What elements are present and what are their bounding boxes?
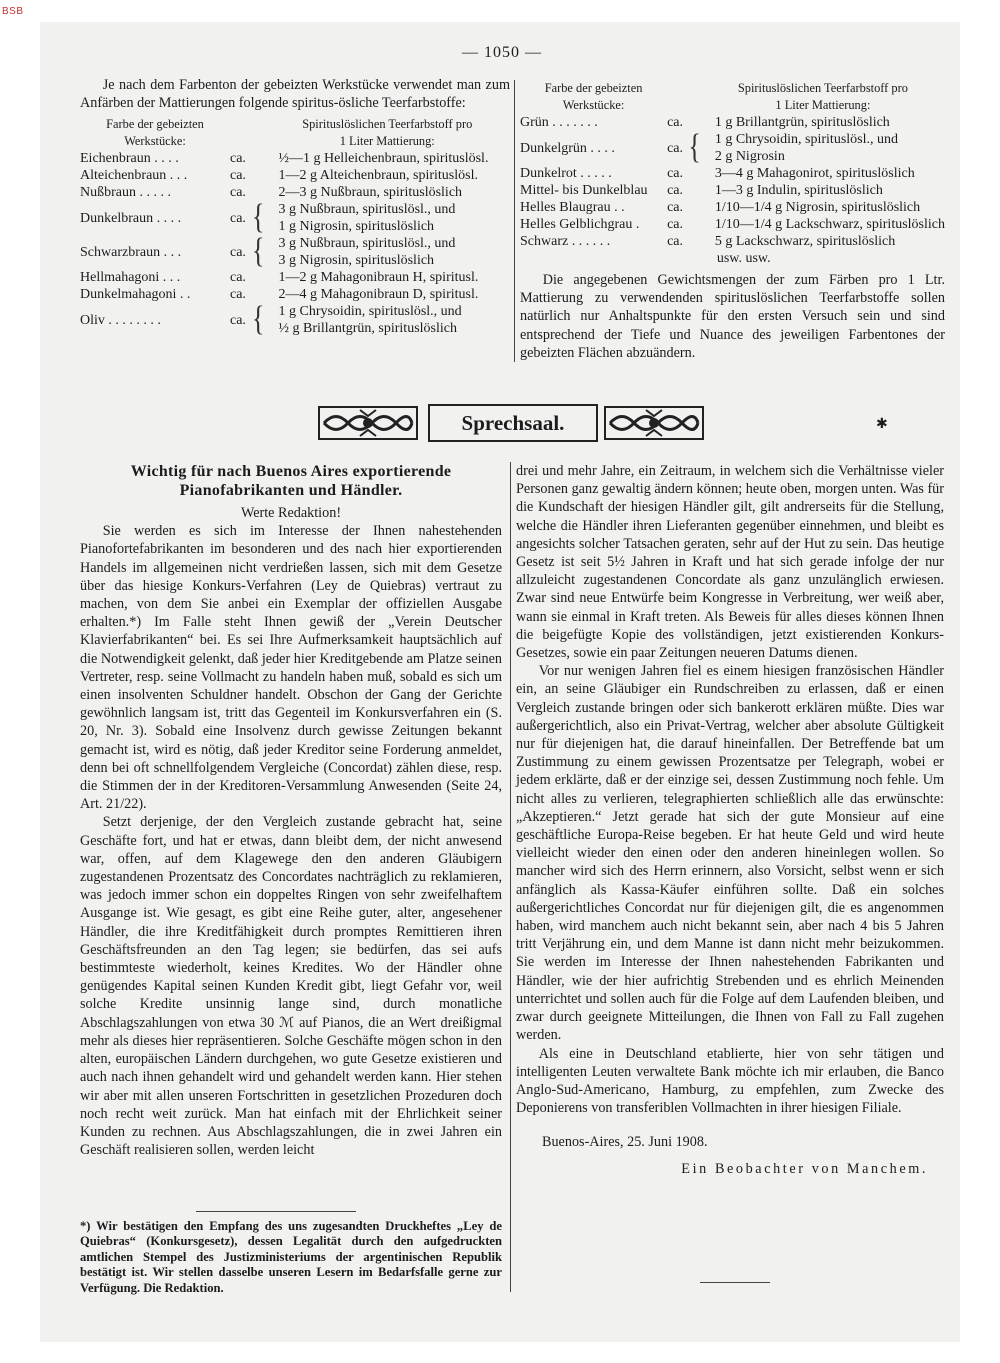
table-row <box>80 269 510 286</box>
dye-line: 1/10—1/4 g Lackschwarz, spirituslöslich <box>714 217 945 232</box>
dye-line: 2—4 g Mahagonibraun D, spiritusl. <box>278 287 479 303</box>
color-name: Schwarz . . . . . . <box>520 234 611 249</box>
table-row <box>520 233 945 250</box>
table-row <box>80 303 510 337</box>
approx-label: ca. <box>230 244 246 260</box>
approx-label: ca. <box>667 217 684 232</box>
brace-cell <box>252 230 265 270</box>
approx-label: ca. <box>667 183 684 198</box>
approx-label: ca. <box>230 151 246 167</box>
approx-label: ca. <box>667 166 684 181</box>
dye-cell <box>701 165 945 182</box>
ornament-left-icon <box>318 402 418 444</box>
header-color: Farbe der gebeizten Werkstücke: <box>106 117 204 149</box>
brace-cell <box>688 182 701 199</box>
dye-cell <box>264 184 510 201</box>
dye-cell <box>264 269 510 286</box>
brace-cell <box>252 298 265 338</box>
dye-line: 1 g Brillantgrün, spirituslöslich <box>714 115 890 130</box>
signature: Ein Beobachter von Manchem. <box>681 1160 928 1177</box>
brace-cell <box>688 126 701 166</box>
article-paragraph: Sie werden es sich im Interesse der Ihnen nahestehenden Pianofortefabrikanten im besonderen und des nach hier exportierenden Handels im allgemeinen nicht verdrießen lassen, sich mit dem Gesetze über das hiesige Konkurs-Verfahren (Ley de Quiebras) vertraut zu machen, von dem Sie anbei ein Exemplar der offiziellen Ausgabe erhalten.*) Im Falle steht Ihnen gewiß der „Verein Deutscher Klavierfabrikanten“ bei. Es sei Ihre Aufmerksamkeit hauptsächlich auf die Notwendigkeit gelenkt, daß jeder hier Kreditgebende am Platze seinen Vertreter, resp. seine Vollmacht zu handeln haben muß, sobald es sich um einen insolventen Schuldner handelt. Obschon der Gang der Gerichte gewöhnlich langsam ist, tritt das Gegenteil im Konkursverfahren ein (S. 20, Nr. 3). Sobald eine Insolvenz durch gewisse Zeitungen bekannt gemacht ist, wird es nötig, daß jeder Kreditor seine Forderung anmeldet, denn bei oft schnellfolgendem Vergleiche (Concordat) zählen diese, resp. die Stimmen der in der Kreditoren-Versammlung Anwesenden (Seite 24, Art. 21/22). <box>80 523 502 813</box>
article-paragraph: Setzt derjenige, der den Vergleich zustande gebracht hat, seine Geschäfte fort, und hat er etwas, dann bleibt dem, der nicht anwesend war, offen, auf dem Klagewege den den anderen Gläubigern zugestandenen Prozentsatz des Concordates nachträglich zu reklamieren, was jedoch immer schon ein doppeltes Ringen von sehr zweifelhaftem Ausgange ist. Wie gesagt, es gibt eine Reihe guter, alter, angesehener Händler, die ihre Kreditfähigkeit durch promptes Remittieren ihren Geschäftsfreunden an den Tag legen; sie bedürfen, das sei aufs bestimmteste wiederholt, keines Kredites. Wo der Händler ohne genügendes Kapital seinen Kunden Kredit gibt, liegt Gefahr vor, weil solche Kredite unsinnig lange sind, durch monatliche Abschlagszahlungen von etwa 30 ℳ auf Pianos, die an Wert dreißigmal mehr als dieses hier repräsentieren. Solche Geschäfte mögen schon in den alten, europäischen Ländern durchgehen, wo gute Gesetze existieren und auch nach ihnen gehandelt wird und gehandelt werden kann. Hier stehen wir aber mit allen unseren Fortschritten in gesetzlichen Prozeduren doch noch recht weit zurück. Man hat einfach mit der Ehrlichkeit seiner Kunden zu rechnen. Aus Abschlagszahlungen, die in zwei Jahren ein Geschäft realisieren sollen, werden leicht <box>80 814 502 1159</box>
color-name: Dunkelgrün . . . . <box>520 140 615 156</box>
color-name: Dunkelmahagoni . . <box>80 287 191 303</box>
approx-label: ca. <box>230 185 246 201</box>
approx-label: ca. <box>667 200 684 215</box>
dye-cell <box>701 182 945 199</box>
approx-label: ca. <box>230 287 246 303</box>
right-rows <box>520 114 945 250</box>
article-paragraph: Vor nur wenigen Jahren fiel es einem hiesigen französischen Händler ein, an seine Gläubiger ein Rundschreiben zu erlassen, daß er einen Vergleich zustande bringen oder sich bankerott erklären müßte. Dies war außergerichtlich, also ein Privat-Vertrag, welcher aber absolute Gültigkeit nur für diejenigen hat, die darauf hineinfallen. Der Betreffende bat um Zustimmung zu einem gewissen Prozentsatze per Telegraph, wobei er jedem erklärte, daß er der einzige sei, dessen Zustimmung noch fehle. Um nicht alles zu verlieren, telegraphierten schließlich alle das erwünschte: „Akzeptieren.“ Jetzt gerade hat sich der gute Monsieur auf eine geschäftliche Europa-Reise begeben. Er hat heute Geld und wird heute vielleicht wieder den einen oder den anderen hineinlegen wollen. So mancher wird sich des Herrn erinnern, also Vorsicht, selbst wenn er sich anfänglich als Kassa-Käufer einführen sollte. Daß ein solches außergerichtliches Concordat nur für diejenigen gilt, die es angenommen haben, wird manchem auch nicht bekannt sein, aber nach 4 bis 5 Jahren tritt Verjährung ein, und dem Manne ist dann nicht mehr beizukommen. Sie werden im Interesse der Ihnen nahestehenden Fabrikanten und Händler, wie der hier aufrichtig Strebenden und es ehrlich Meinenden unterrichtet und sollen auch für die Folge auf dem Laufenden bleiben, und zwar durch geeignete Mitteilungen, die Ihnen von Fall zu Fall zugehen werden. <box>516 663 944 1044</box>
star-ornament-icon: ✱ <box>876 417 888 432</box>
table-row <box>80 167 510 184</box>
section-title: Sprechsaal. <box>428 404 598 442</box>
brace-cell <box>688 165 701 182</box>
color-name: Schwarzbraun . . . <box>80 244 182 260</box>
article-right-column <box>516 462 944 1178</box>
table-header <box>520 80 945 114</box>
dye-cell <box>264 150 510 167</box>
header-dye: Spirituslöslichen Teerfarbstoff pro 1 Liter Mattierung: <box>302 117 473 149</box>
brace-icon: { <box>252 230 265 270</box>
weights-note: Die angegebenen Gewichtsmengen der zum Färben pro 1 Ltr. Mattierung zu verwendenden spirituslöslichen Teerfarbstoffe sollen natürlich nur Anhaltspunkte für den ersten Versuch sein und sind entsprechend der Tiefe und Nuance des jeweiligen Farbentones der gebeizten Flächen abzuändern. <box>520 272 945 361</box>
brace-cell <box>252 167 264 184</box>
dye-cell <box>701 233 945 250</box>
brace-cell <box>688 233 701 250</box>
brace-cell <box>252 150 264 167</box>
dye-cell <box>264 286 510 303</box>
column-divider-top <box>514 80 515 362</box>
table-row <box>80 286 510 303</box>
approx-label: ca. <box>230 210 246 226</box>
color-name: Oliv . . . . . . . . <box>80 312 161 328</box>
page-number: — 1050 — <box>462 44 542 61</box>
table-row <box>520 131 945 165</box>
color-name: Dunkelbraun . . . . <box>80 210 182 226</box>
table-row <box>80 150 510 167</box>
intro-paragraph: Je nach dem Farbenton der gebeizten Werkstücke verwendet man zum Anfärben der Mattierungen folgende spiritus-ösliche Teerfarbstoffe: <box>80 77 510 112</box>
table-row <box>80 201 510 235</box>
dye-cell <box>264 303 510 337</box>
color-name: Mittel- bis Dunkelblau <box>520 183 648 198</box>
upper-right-column <box>520 80 945 362</box>
end-rule <box>700 1282 770 1283</box>
table-row <box>520 114 945 131</box>
dye-line: 1—2 g Alteichenbraun, spirituslösl. <box>278 168 478 184</box>
article-left-column <box>80 462 502 1159</box>
table-row <box>520 182 945 199</box>
approx-label: ca. <box>667 140 684 156</box>
dye-line: 1—2 g Mahagonibraun H, spiritusl. <box>278 270 479 286</box>
approx-label: ca. <box>667 115 684 130</box>
color-name: Dunkelrot . . . . . <box>520 166 612 181</box>
brace-cell <box>688 216 701 233</box>
place-date: Buenos-Aires, 25. Juni 1908. <box>542 1134 708 1151</box>
article-title-line-1: Wichtig für nach Buenos Aires exportierende <box>130 463 452 480</box>
approx-label: ca. <box>230 312 246 328</box>
section-banner <box>318 402 704 444</box>
approx-label: ca. <box>667 234 684 249</box>
dye-line: 1 g Chrysoidin, spirituslösl., und <box>278 304 462 320</box>
footnote: *) Wir bestätigen den Empfang des uns zugesandten Druckheftes „Ley de Quiebras“ (Konkursgesetz), dessen Legalität durch den aufgedruckten amtlichen Stempel des Justizministeriums der argentinischen Republik bestätigt ist. Wir stellen dasselbe unseren Lesern im Bedarfsfalle gerne zur Verfügung. Die Redaktion. <box>80 1219 502 1295</box>
article-paragraph: Als eine in Deutschland etablierte, hier von sehr tätigen und intelligenten Leuten verwaltete Bank möchte ich mir erlauben, die Banco Anglo-Sud-Americano, Hamburg, zu empfehlen, zum Zwecke des Deponierens von transferiblen Vollmachten in ihrer hiesigen Filiale. <box>516 1045 944 1117</box>
article-title-line-2: Pianofabrikanten und Händler. <box>179 482 403 499</box>
dye-line: 3 g Nigrosin, spirituslöslich <box>278 253 435 269</box>
approx-label: ca. <box>230 270 246 286</box>
left-rows <box>80 150 510 337</box>
brace-cell <box>688 199 701 216</box>
table-header <box>80 116 510 150</box>
article-paragraph: drei und mehr Jahre, ein Zeitraum, in welchem sich die Verhältnisse vieler Personen ganz gewaltig ändern können; heute oben, morgen unten. Was für die Kundschaft der hiesigen Händler gilt, gilt andrerseits für die Stellung, welche die Händler ihren Lieferanten gegenüber einnehmen, und bleibt es angesichts solcher Tatsachen geraten, sehr auf der Hut zu sein. Das heutige Gesetz ist seit 5½ Jahren in Kraft und hat sich gerade infolge der nur allzuleicht zugestandenen Concordate als ganz unzulänglich erwiesen. Zwar sind neue Entwürfe beim Kongresse in Verbreitung, wer weiß aber, wann sie einmal in Kraft treten. Als Beweis für alles dieses können Ihnen die beigefügte Kopie des vollständigen, jetzt existierenden Konkurs-Gesetzes, sowie ein paar Zeitungen neueren Datums dienen. <box>516 463 944 662</box>
color-name: Nußbraun . . . . . <box>80 185 171 201</box>
upper-left-column <box>80 76 510 337</box>
table-row <box>520 165 945 182</box>
dye-table-left <box>80 116 510 337</box>
dye-line: 1/10—1/4 g Nigrosin, spirituslöslich <box>714 200 921 215</box>
brace-icon: { <box>252 298 265 338</box>
dye-cell <box>701 199 945 216</box>
dye-cell <box>264 201 510 235</box>
color-name: Helles Blaugrau . . <box>520 200 625 215</box>
dye-line: ½ g Brillantgrün, spirituslöslich <box>278 321 457 337</box>
dye-line: 3—4 g Mahagonirot, spirituslöslich <box>714 166 915 181</box>
table-row <box>520 216 945 233</box>
table-row <box>520 250 945 267</box>
ornament-right-icon <box>604 402 704 444</box>
dye-line: 5 g Lackschwarz, spirituslöslich <box>714 234 896 249</box>
dye-cell <box>701 114 945 131</box>
salutation: Werte Redaktion! <box>240 505 342 521</box>
color-name: Hellmahagoni . . . <box>80 270 181 286</box>
column-divider-bottom <box>510 462 511 1292</box>
header-dye: Spirituslöslichen Teerfarbstoff pro 1 Liter Mattierung: <box>737 81 908 112</box>
dye-table-right <box>520 80 945 267</box>
dye-line: 1 g Chrysoidin, spirituslösl., und <box>714 132 898 147</box>
brace-icon: { <box>252 196 265 236</box>
color-name: Grün . . . . . . . <box>520 115 598 130</box>
brace-cell <box>252 269 264 286</box>
color-name: Alteichenbraun . . . <box>80 168 188 184</box>
etc-label: usw. usw. <box>716 251 771 266</box>
dye-line: 1—3 g Indulin, spirituslöslich <box>714 183 883 198</box>
brace-icon: { <box>688 126 701 166</box>
dye-line: 2—3 g Nußbraun, spirituslöslich <box>278 185 463 201</box>
dye-line: 3 g Nußbraun, spirituslösl., und <box>278 202 456 218</box>
dye-cell <box>264 235 510 269</box>
color-name: Helles Gelblichgrau . <box>520 217 640 232</box>
library-mark: BSB <box>2 6 24 17</box>
dye-line: 3 g Nußbraun, spirituslösl., und <box>278 236 456 252</box>
table-row <box>80 184 510 201</box>
dye-line: ½—1 g Helleichenbraun, spirituslösl. <box>278 151 489 167</box>
dye-line: 1 g Nigrosin, spirituslöslich <box>278 219 435 235</box>
dye-cell <box>701 216 945 233</box>
table-row <box>80 235 510 269</box>
table-row <box>520 199 945 216</box>
dye-cell <box>701 131 945 165</box>
color-name: Eichenbraun . . . . <box>80 151 179 167</box>
header-color: Farbe der gebeizten Werkstücke: <box>544 81 643 112</box>
dye-line: 2 g Nigrosin <box>714 149 785 164</box>
footnote-rule <box>196 1211 356 1212</box>
dye-cell <box>264 167 510 184</box>
approx-label: ca. <box>230 168 246 184</box>
